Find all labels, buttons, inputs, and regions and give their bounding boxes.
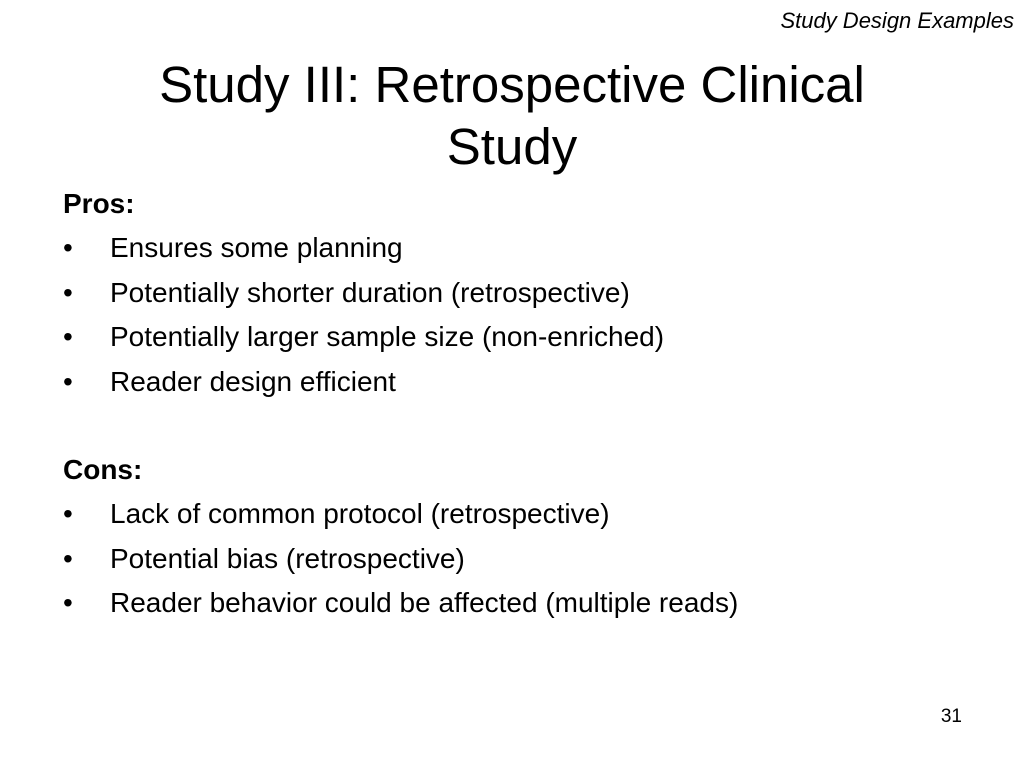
pros-item-text: Potentially shorter duration (retrospective) [110,276,630,308]
pros-list-item [63,271,983,316]
cons-item-text: Reader behavior could be affected (multiple reads) [110,587,739,618]
slide-content [63,182,983,626]
bullet-icon: • [63,276,73,308]
slide-title [0,54,1024,178]
bullet-icon: • [63,321,73,352]
cons-list [63,492,983,626]
bullet-icon: • [63,232,73,263]
header-note: Study Design Examples [780,8,1014,33]
bullet-icon: • [63,542,73,574]
pros-item-text: Potentially larger sample size (non-enriched) [110,321,665,352]
pros-list-item [63,360,983,405]
pros-list-item [63,315,983,360]
pros-item-text: Ensures some planning [110,232,403,263]
slide-title-line-2: Study [446,118,578,175]
cons-heading: Cons: [63,454,143,485]
cons-item-text: Potential bias (retrospective) [110,542,465,574]
pros-heading: Pros: [63,188,135,219]
cons-list-item [63,581,983,626]
bullet-icon: • [63,365,73,397]
section-spacer [63,404,983,448]
cons-item-text: Lack of common protocol (retrospective) [110,498,610,529]
bullet-icon: • [63,498,73,529]
cons-list-item [63,492,983,537]
pros-item-text: Reader design efficient [110,365,396,397]
page-number: 31 [940,706,962,727]
pros-list [63,226,983,404]
cons-list-item [63,537,983,582]
pros-list-item [63,226,983,271]
slide-title-line-1: Study III: Retrospective Clinical [159,56,865,113]
bullet-icon: • [63,587,73,618]
